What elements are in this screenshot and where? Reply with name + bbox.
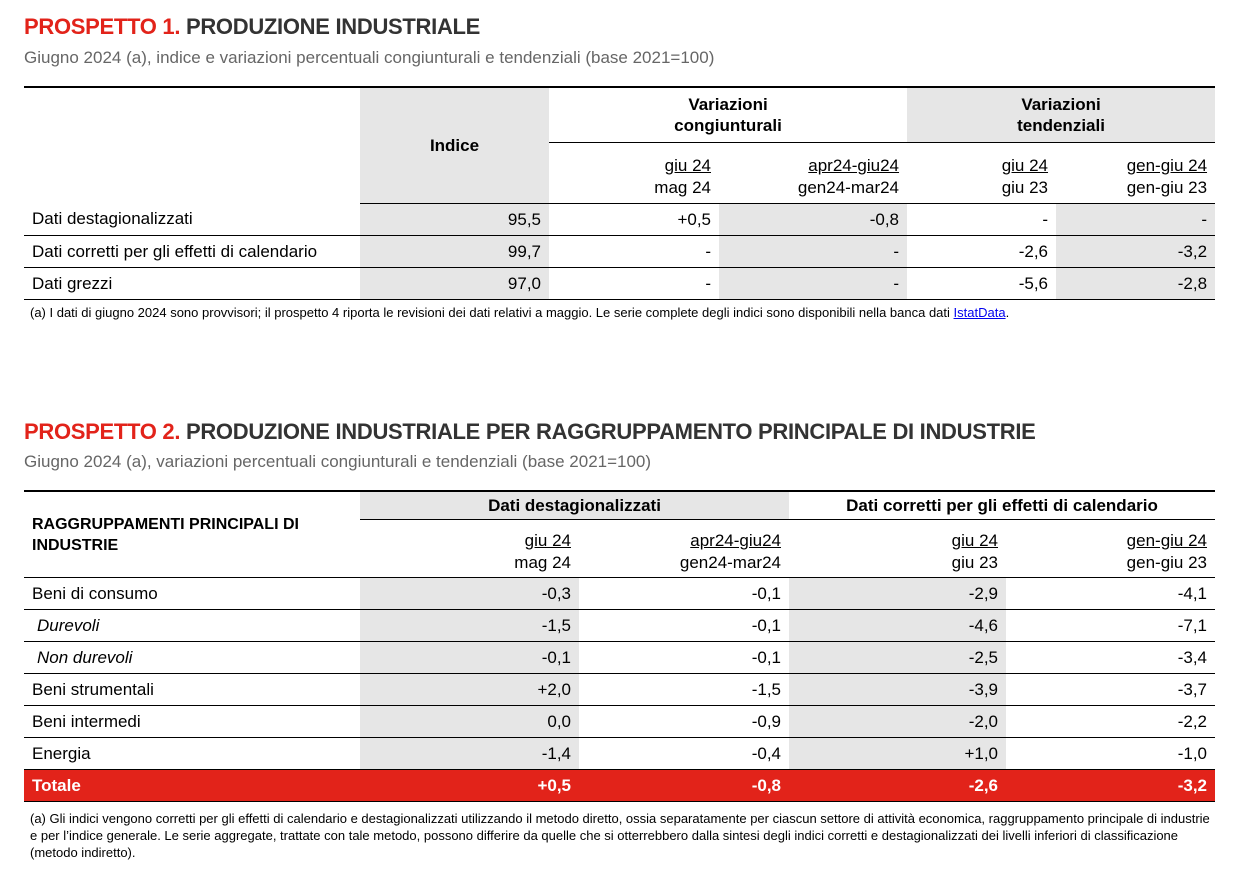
cell-v3: -2,5 xyxy=(789,642,1006,674)
row-label: Dati grezzi xyxy=(24,268,360,300)
p1-header-congiunturali-line1: Variazioni xyxy=(688,95,768,114)
cell-v4: -3,7 xyxy=(1006,674,1215,706)
p1-header-tendenziali-line2: tendenziali xyxy=(1017,116,1105,135)
cell-indice: 99,7 xyxy=(360,236,549,268)
cell-v2: -0,8 xyxy=(719,204,907,236)
cell-v3: -2,9 xyxy=(789,578,1006,610)
prospetto-1-note-end: . xyxy=(1005,305,1010,320)
p1-sub-col4-top: gen-giu 24 xyxy=(1126,156,1208,175)
p2-row-header xyxy=(24,491,360,578)
p2-sub-col1 xyxy=(360,520,579,578)
prospetto-2-title xyxy=(24,419,1036,445)
p1-header-congiunturali xyxy=(549,87,907,143)
row-label: Beni intermedi xyxy=(24,706,360,738)
cell-v2: -0,1 xyxy=(579,610,789,642)
prospetto-2-note: (a) Gli indici vengono corretti per gli effetti di calendario e destagionalizzati utilizzando il metodo diretto, ossia separatamente per ciascun settore di attività economica, raggruppamento principale di industrie e per l’indice generale. Le serie aggregate, trattate con tale metodo, possono differire da quelle che si otterrebbero dalla sintesi degli indici corretti e destagionalizzati dei livelli inferiori di classificazione (metodo indiretto). xyxy=(30,811,1210,860)
p2-sub-col3-top: giu 24 xyxy=(951,531,998,550)
cell-v1: -0,3 xyxy=(360,578,579,610)
p2-sub-col4-top: gen-giu 24 xyxy=(1126,531,1208,550)
p1-header-congiunturali-line2: congiunturali xyxy=(674,116,782,135)
p2-header-destagionalizzati: Dati destagionalizzati xyxy=(360,491,789,520)
istatdata-link[interactable]: IstatData xyxy=(953,305,1006,320)
p2-sub-col3 xyxy=(789,520,1006,578)
row-label: Durevoli xyxy=(24,610,360,642)
table-row xyxy=(24,738,1215,770)
cell-v2: - xyxy=(719,268,907,300)
cell-v4: - xyxy=(1056,204,1215,236)
total-v3: -2,6 xyxy=(789,770,1006,802)
cell-v3: -5,6 xyxy=(907,268,1056,300)
row-label: Beni di consumo xyxy=(24,578,360,610)
cell-v1: +0,5 xyxy=(549,204,719,236)
cell-v1: - xyxy=(549,236,719,268)
cell-v2: -0,1 xyxy=(579,642,789,674)
prospetto-1-subtitle: Giugno 2024 (a), indice e variazioni percentuali congiunturali e tendenziali (base 2021=100) xyxy=(24,48,715,67)
cell-v4: -7,1 xyxy=(1006,610,1215,642)
prospetto-2-title-text: PRODUZIONE INDUSTRIALE PER RAGGRUPPAMENTO PRINCIPALE DI INDUSTRIE xyxy=(185,419,1036,444)
p2-sub-col2-bottom: gen24-mar24 xyxy=(679,553,781,572)
p1-sub-col4-bottom: gen-giu 23 xyxy=(1126,178,1208,197)
table-row xyxy=(24,268,1215,300)
cell-indice: 95,5 xyxy=(360,204,549,236)
cell-v3: -2,6 xyxy=(907,236,1056,268)
prospetto-1-title-text: PRODUZIONE INDUSTRIALE xyxy=(185,14,481,39)
table-row xyxy=(24,236,1215,268)
cell-indice: 97,0 xyxy=(360,268,549,300)
p2-sub-col1-bottom: mag 24 xyxy=(514,553,571,572)
cell-v1: 0,0 xyxy=(360,706,579,738)
table-row xyxy=(24,674,1215,706)
cell-v4: -3,4 xyxy=(1006,642,1215,674)
prospetto-2-subtitle: Giugno 2024 (a), variazioni percentuali congiunturali e tendenziali (base 2021=100) xyxy=(24,452,652,471)
cell-v4: -1,0 xyxy=(1006,738,1215,770)
p2-sub-col3-bottom: giu 23 xyxy=(951,553,998,572)
prospetto-1-table xyxy=(24,86,1215,300)
prospetto-1-label: PROSPETTO 1. xyxy=(24,14,181,39)
table-row xyxy=(24,578,1215,610)
total-label: Totale xyxy=(24,770,360,802)
p1-header-blank xyxy=(24,87,360,204)
row-label: Dati corretti per gli effetti di calendario xyxy=(24,236,360,268)
total-v2: -0,8 xyxy=(579,770,789,802)
p1-header-tendenziali-line1: Variazioni xyxy=(1021,95,1101,114)
table-row xyxy=(24,642,1215,674)
row-label: Energia xyxy=(24,738,360,770)
table-row xyxy=(24,204,1215,236)
table-row xyxy=(24,610,1215,642)
cell-v1: -1,4 xyxy=(360,738,579,770)
cell-v2: - xyxy=(719,236,907,268)
cell-v4: -2,8 xyxy=(1056,268,1215,300)
p1-sub-col1-bottom: mag 24 xyxy=(654,178,711,197)
cell-v3: -2,0 xyxy=(789,706,1006,738)
cell-v2: -0,9 xyxy=(579,706,789,738)
p1-header-indice: Indice xyxy=(360,87,549,204)
prospetto-1-note xyxy=(30,304,1009,321)
p1-header-tendenziali xyxy=(907,87,1215,143)
p1-sub-col1-top: giu 24 xyxy=(664,156,711,175)
total-row xyxy=(24,770,1215,802)
p2-header-corretti: Dati corretti per gli effetti di calendario xyxy=(789,491,1215,520)
cell-v2: -1,5 xyxy=(579,674,789,706)
prospetto-2-table xyxy=(24,490,1215,802)
prospetto-1-note-text: (a) I dati di giugno 2024 sono provvisori; il prospetto 4 riporta le revisioni dei dati relativi a maggio. Le serie complete degli indici sono disponibili nella banca dati xyxy=(30,305,954,320)
row-label: Beni strumentali xyxy=(24,674,360,706)
row-label: Dati destagionalizzati xyxy=(24,204,360,236)
cell-v1: +2,0 xyxy=(360,674,579,706)
p1-sub-col4 xyxy=(1056,143,1215,204)
cell-v4: -3,2 xyxy=(1056,236,1215,268)
p1-sub-col2-top: apr24-giu24 xyxy=(808,156,900,175)
prospetto-1-title xyxy=(24,14,480,40)
p1-sub-col1 xyxy=(549,143,719,204)
p1-sub-col3 xyxy=(907,143,1056,204)
cell-v3: - xyxy=(907,204,1056,236)
cell-v1: -1,5 xyxy=(360,610,579,642)
cell-v4: -4,1 xyxy=(1006,578,1215,610)
p2-row-header-line2: INDUSTRIE xyxy=(32,536,119,554)
p2-sub-col4 xyxy=(1006,520,1215,578)
cell-v2: -0,4 xyxy=(579,738,789,770)
cell-v3: -4,6 xyxy=(789,610,1006,642)
total-v4: -3,2 xyxy=(1006,770,1215,802)
p2-sub-col1-top: giu 24 xyxy=(524,531,571,550)
prospetto-2-label: PROSPETTO 2. xyxy=(24,419,181,444)
p1-sub-col2-bottom: gen24-mar24 xyxy=(797,178,900,197)
cell-v3: -3,9 xyxy=(789,674,1006,706)
p1-sub-col2 xyxy=(719,143,907,204)
row-label: Non durevoli xyxy=(24,642,360,674)
cell-v4: -2,2 xyxy=(1006,706,1215,738)
cell-v1: - xyxy=(549,268,719,300)
cell-v3: +1,0 xyxy=(789,738,1006,770)
total-v1: +0,5 xyxy=(360,770,579,802)
p1-sub-col3-top: giu 24 xyxy=(1001,156,1049,175)
cell-v1: -0,1 xyxy=(360,642,579,674)
p2-row-header-line1: RAGGRUPPAMENTI PRINCIPALI DI xyxy=(32,515,299,533)
table-row xyxy=(24,706,1215,738)
cell-v2: -0,1 xyxy=(579,578,789,610)
p2-sub-col2 xyxy=(579,520,789,578)
p2-sub-col4-bottom: gen-giu 23 xyxy=(1126,553,1208,572)
p1-sub-col3-bottom: giu 23 xyxy=(1001,178,1049,197)
p2-sub-col2-top: apr24-giu24 xyxy=(690,531,781,550)
